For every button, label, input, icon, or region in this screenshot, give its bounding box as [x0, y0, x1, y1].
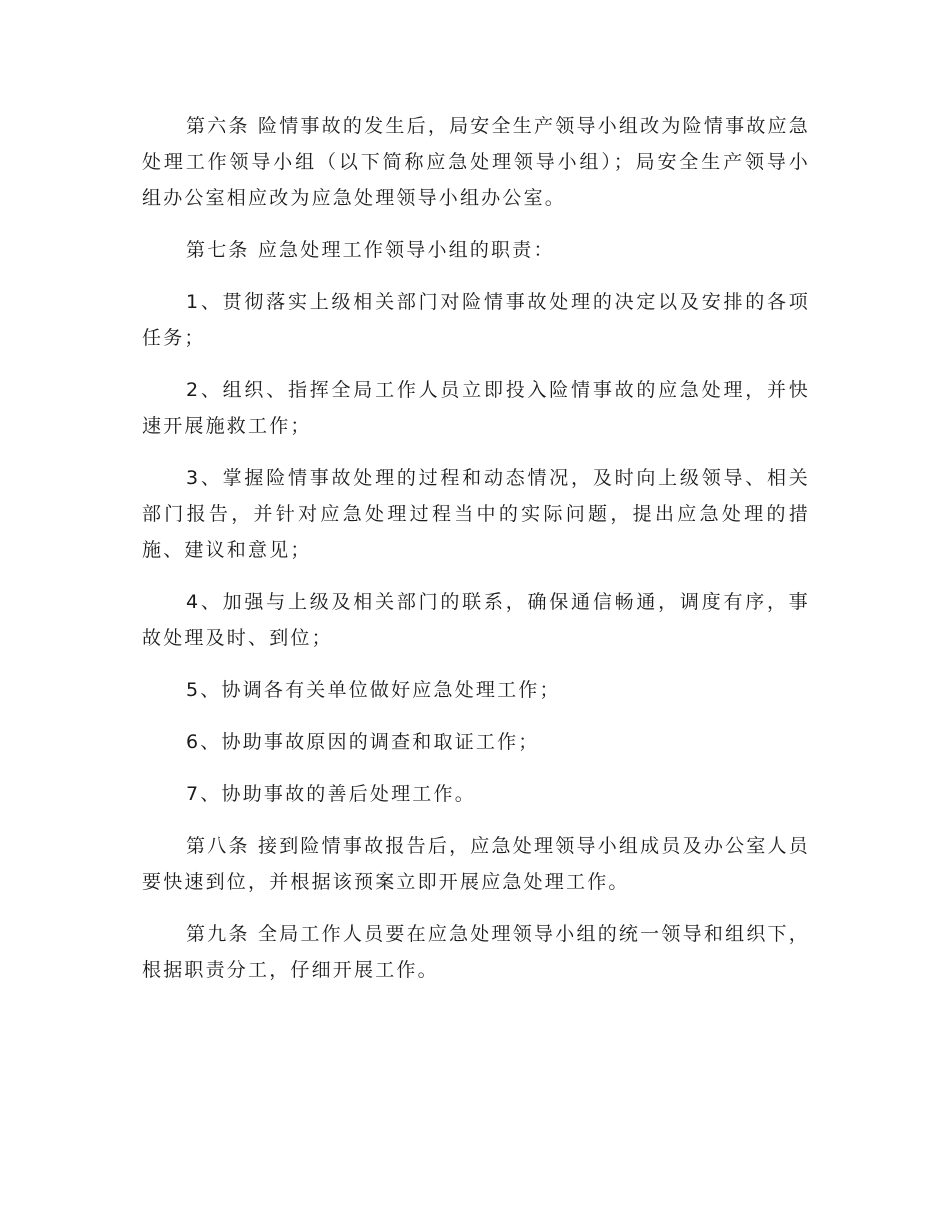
document-body — [142, 108, 810, 1004]
article-6-paragraph: 第六条 险情事故的发生后，局安全生产领导小组改为险情事故应急处理工作领导小组（以下简称应急处理领导小组）；局安全生产领导小组办公室相应改为应急处理领导小组办公室。 — [142, 115, 810, 209]
duty-item-5: 5、协调各有关单位做好应急处理工作； — [186, 679, 561, 701]
duty-item-1: 1、贯彻落实上级相关部门对险情事故处理的决定以及安排的各项任务； — [142, 291, 810, 349]
duty-item-4: 4、加强与上级及相关部门的联系，确保通信畅通，调度有序，事故处理及时、到位； — [142, 591, 810, 649]
duty-item-7: 7、协助事故的善后处理工作。 — [186, 783, 476, 805]
duty-item-6: 6、协助事故原因的调查和取证工作； — [186, 731, 540, 753]
article-7-heading: 第七条 应急处理工作领导小组的职责： — [186, 239, 555, 261]
duty-item-2: 2、组织、指挥全局工作人员立即投入险情事故的应急处理，并快速开展施救工作； — [142, 379, 810, 437]
article-9-paragraph: 第九条 全局工作人员要在应急处理领导小组的统一领导和组织下，根据职责分工，仔细开展工作。 — [142, 923, 810, 981]
article-8-paragraph: 第八条 接到险情事故报告后，应急处理领导小组成员及办公室人员要快速到位，并根据该预案立即开展应急处理工作。 — [142, 835, 810, 893]
duty-item-3: 3、掌握险情事故处理的过程和动态情况，及时向上级领导、相关部门报告，并针对应急处理过程当中的实际问题，提出应急处理的措施、建议和意见； — [142, 467, 810, 561]
